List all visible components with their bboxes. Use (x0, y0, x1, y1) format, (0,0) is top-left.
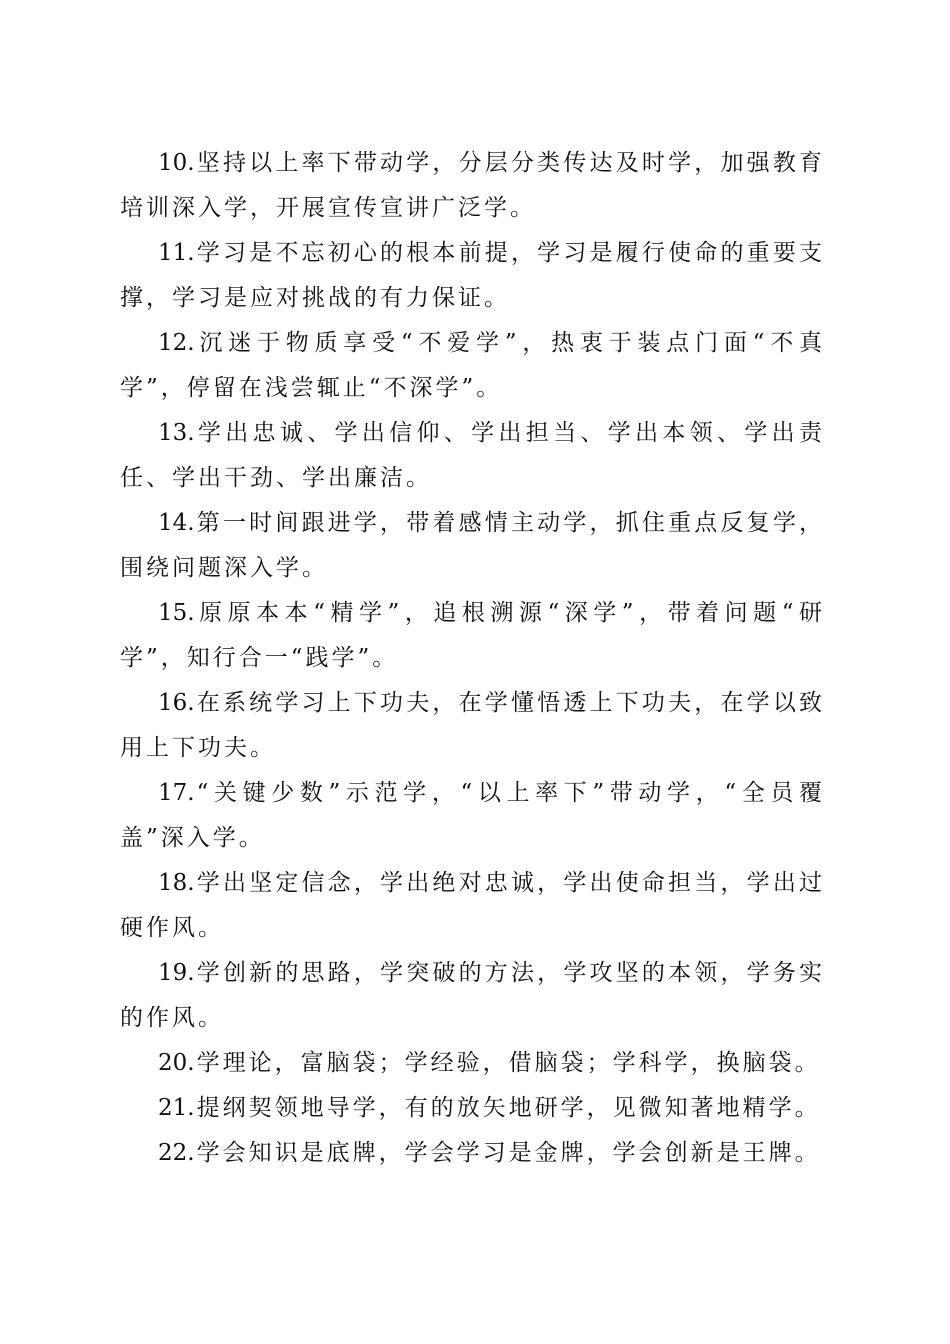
item-number: 17. (158, 780, 195, 806)
item-text: 学出忠诚、学出信仰、学出担当、学出本领、学出责任、学出干劲、学出廉洁。 (120, 420, 825, 491)
item-number: 10. (158, 150, 195, 176)
item-text: 学理论，富脑袋；学经验，借脑袋；学科学，换脑袋。 (196, 1050, 821, 1076)
item-text: 学会知识是底牌，学会学习是金牌，学会创新是王牌。 (196, 1140, 821, 1166)
document-page (120, 141, 825, 1176)
item-text: 学习是不忘初心的根本前提，学习是履行使命的重要支撑，学习是应对挑战的有力保证。 (120, 240, 825, 311)
list-item-17 (120, 771, 825, 861)
item-text: 坚持以上率下带动学，分层分类传达及时学，加强教育培训深入学，开展宣传宣讲广泛学。 (120, 150, 825, 221)
list-item-16 (120, 681, 825, 771)
item-text: “关键少数”示范学，“以上率下”带动学，“全员覆盖”深入学。 (120, 780, 825, 851)
item-text: 提纲契领地导学，有的放矢地研学，见微知著地精学。 (196, 1095, 821, 1121)
list-item-14 (120, 501, 825, 591)
item-text: 在系统学习上下功夫，在学懂悟透上下功夫，在学以致用上下功夫。 (120, 690, 825, 761)
list-item-19 (120, 951, 825, 1041)
item-number: 19. (158, 960, 195, 986)
item-number: 16. (158, 690, 195, 716)
item-number: 12. (158, 330, 195, 356)
item-number: 11. (158, 240, 195, 266)
list-item-22 (120, 1131, 825, 1176)
item-number: 21. (158, 1095, 195, 1121)
list-item-15 (120, 591, 825, 681)
item-number: 15. (158, 600, 195, 626)
item-text: 原原本本“精学”，追根溯源“深学”，带着问题“研学”，知行合一“践学”。 (120, 600, 825, 671)
list-item-20 (120, 1041, 825, 1086)
item-number: 20. (158, 1050, 195, 1076)
item-text: 沉迷于物质享受“不爱学”，热衷于装点门面“不真学”，停留在浅尝辄止“不深学”。 (120, 330, 825, 401)
list-item-11 (120, 231, 825, 321)
list-item-13 (120, 411, 825, 501)
list-item-21 (120, 1086, 825, 1131)
list-item-18 (120, 861, 825, 951)
item-text: 学创新的思路，学突破的方法，学攻坚的本领，学务实的作风。 (120, 960, 825, 1031)
item-number: 14. (158, 510, 195, 536)
item-text: 学出坚定信念，学出绝对忠诚，学出使命担当，学出过硬作风。 (120, 870, 825, 941)
list-item-12 (120, 321, 825, 411)
item-number: 18. (158, 870, 195, 896)
item-number: 13. (158, 420, 195, 446)
item-text: 第一时间跟进学，带着感情主动学，抓住重点反复学，围绕问题深入学。 (120, 510, 825, 581)
list-item-10 (120, 141, 825, 231)
item-number: 22. (158, 1140, 195, 1166)
